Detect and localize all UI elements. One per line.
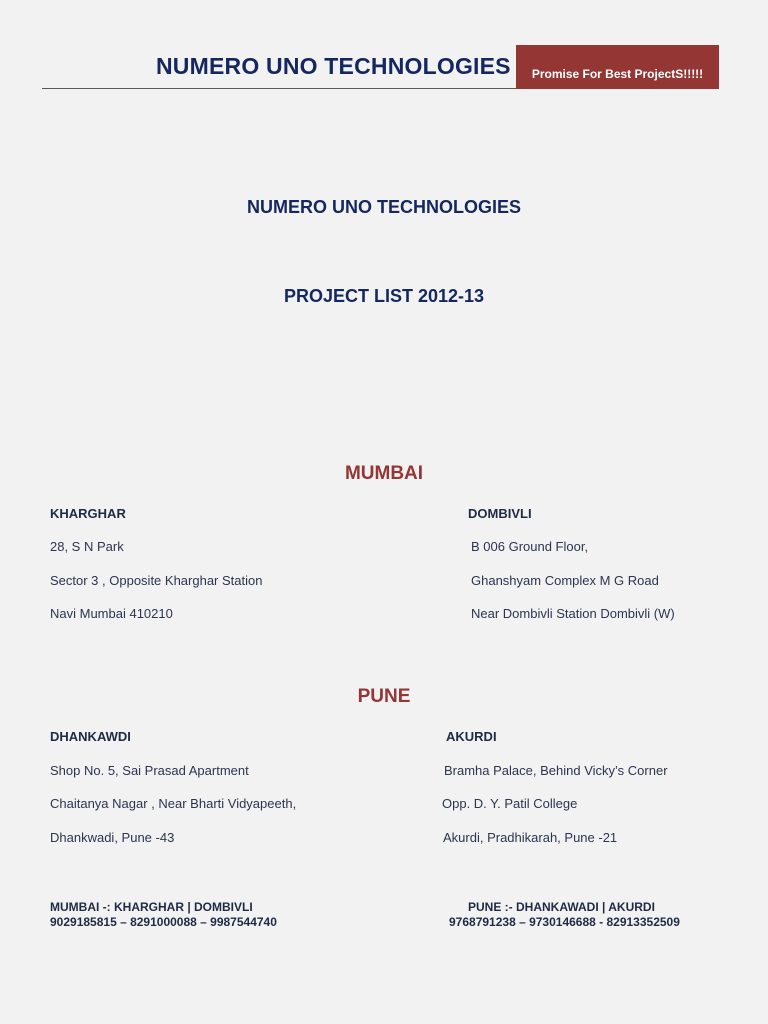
address-line: Shop No. 5, Sai Prasad Apartment (50, 763, 249, 778)
header-divider (42, 88, 518, 89)
city-heading-mumbai: MUMBAI (344, 463, 424, 484)
branch-name-akurdi: AKURDI (446, 729, 497, 744)
city-heading-pune: PUNE (357, 686, 411, 707)
document-company-name: NUMERO UNO TECHNOLOGIES (246, 197, 521, 217)
address-line: Chaitanya Nagar , Near Bharti Vidyapeeth, (50, 796, 297, 811)
address-line: Ghanshyam Complex M G Road (471, 573, 659, 588)
address-line: Bramha Palace, Behind Vicky’s Corner (444, 763, 668, 778)
address-line: Navi Mumbai 410210 (50, 606, 173, 621)
address-line: Akurdi, Pradhikarah, Pune -21 (443, 830, 618, 845)
footer-pune-phones: 9768791238 – 9730146688 - 82913352509 (449, 915, 680, 929)
footer-mumbai-contact (50, 900, 277, 930)
address-line: Opp. D. Y. Patil College (442, 796, 578, 811)
branch-name-kharghar: KHARGHAR (50, 506, 126, 521)
address-line: 28, S N Park (50, 539, 124, 554)
footer-pune-label: PUNE :- DHANKAWADI | AKURDI (468, 900, 655, 914)
address-line: Near Dombivli Station Dombivli (W) (471, 606, 675, 621)
branch-name-dombivli: DOMBIVLI (468, 506, 532, 521)
footer-mumbai-label: MUMBAI -: KHARGHAR | DOMBIVLI (50, 900, 253, 914)
document-title: PROJECT LIST 2012-13 (283, 286, 485, 306)
branch-name-dhankawdi: DHANKAWDI (50, 729, 131, 744)
tagline-text: Promise For Best ProjectS!!!!! (531, 67, 704, 81)
address-line: Dhankwadi, Pune -43 (50, 830, 175, 845)
footer-pune-contact (449, 900, 699, 930)
header-company-name: NUMERO UNO TECHNOLOGIES (156, 53, 511, 79)
footer-mumbai-phones: 9029185815 – 8291000088 – 9987544740 (50, 915, 277, 929)
tagline-banner (516, 45, 719, 89)
address-line: Sector 3 , Opposite Kharghar Station (50, 573, 263, 588)
address-line: B 006 Ground Floor, (471, 539, 589, 554)
